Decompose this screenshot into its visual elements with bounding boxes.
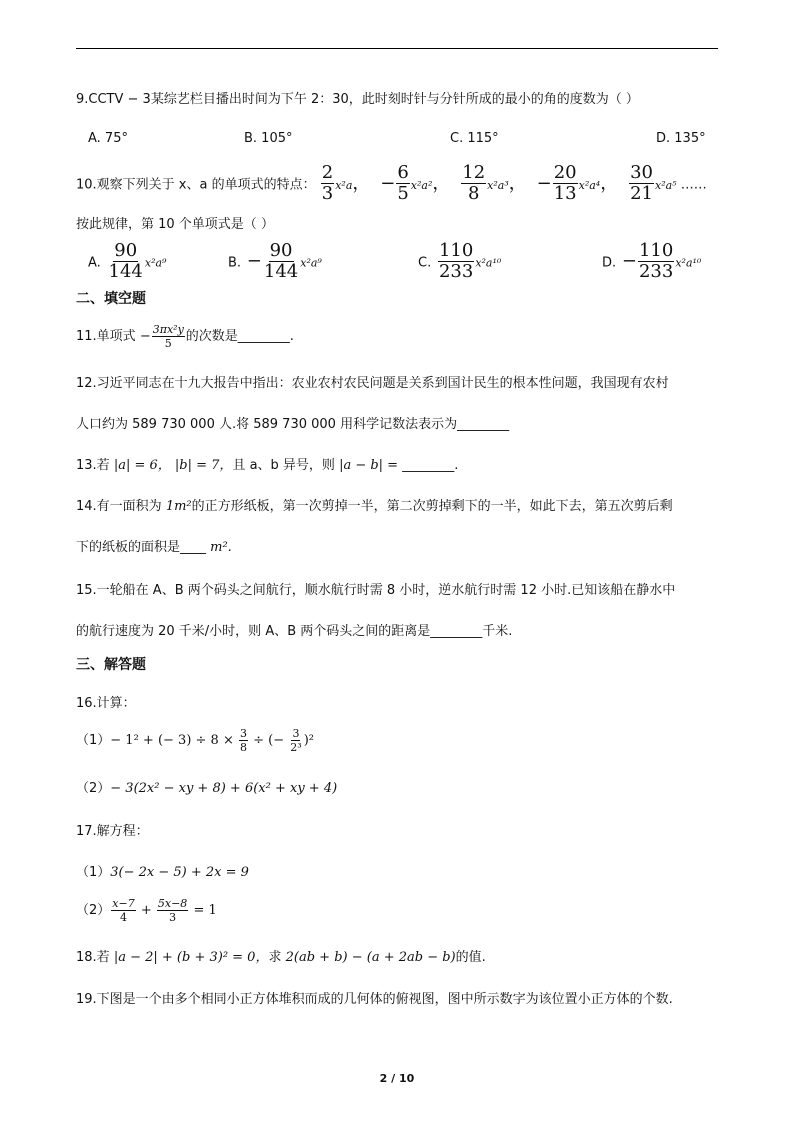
header-rule [76,48,718,49]
q10-line1 [76,164,707,203]
q10-term-1: $\frac{2}{3}$ x²a， [321,162,371,204]
q15-line2: 的航行速度为 20 千米/小时，则 A、B 两个码头之间的距离是________千米. [76,624,513,639]
q11: 11.单项式 − $\frac{\text{3πx²y}}{5}$ 的次数是________. [76,323,294,350]
page-number: 2 / 10 [379,1072,415,1085]
q17-part2: （2） $\frac{x-7}{4}$ + $\frac{5x-8}{3}$ = 1 [76,897,217,924]
q14-line2: 下的纸板的面积是____ m². [76,540,232,555]
q10-term-2: − $\frac{6}{5}$ x²a²， [380,162,451,204]
q10-option-a: A. $\frac{90}{144}$ x²a⁹ [88,240,167,282]
q14-line1: 14.有一面积为 1m²的正方形纸板，第一次剪掉一半，第二次剪掉剩下的一半，如此下去，第五次剪后剩 [76,499,673,514]
q10-ellipsis: …… [680,177,707,193]
section-solve-heading: 三、解答题 [76,657,146,673]
section-fill-in-heading: 二、填空题 [76,291,146,307]
q10-term-3: $\frac{12}{8}$ x²a³， [462,162,527,204]
q15-line1: 15.一轮船在 A、B 两个码头之间航行，顺水航行时需 8 小时，逆水航行时需 12 小时.已知该船在静水中 [76,583,676,598]
q16-part2: （2）− 3(2x² − xy + 8) + 6(x² + xy + 4) [76,781,338,796]
q16-part1: （1）− 1² + (− 3) ÷ 8 × $\frac{3}{8}$ ÷ (− $\frac{3}{\text{2³}}$ )² [76,727,314,754]
q16-title: 16.计算： [76,696,136,711]
q9-option-a: A. 75° [88,131,128,146]
q13: 13.若 |a| = 6， |b| = 7，且 a、b 异号，则 |a − b| = ________. [76,458,459,473]
q9-option-c: C. 115° [450,131,499,146]
q17-title: 17.解方程： [76,824,149,839]
q10-lead: 10.观察下列关于 x、a 的单项式的特点： [76,177,316,193]
q17-part1: （1）3(− 2x − 5) + 2x = 9 [76,865,249,880]
q10-line2: 按此规律，第 10 个单项式是（ ） [76,217,274,232]
q10-term-5: $\frac{30}{21}$ x²a⁵ [630,162,677,204]
q9-option-b: B. 105° [244,131,293,146]
q10-term-4: − $\frac{20}{13}$ x²a⁴， [536,162,619,204]
q12-line1: 12.习近平同志在十九大报告中指出：农业农村农民问题是关系到国计民生的根本性问题，我国现有农村 [76,376,669,391]
q9-option-d: D. 135° [656,131,706,146]
q10-option-c: C. $\frac{110}{233}$ x²a¹⁰ [418,240,502,282]
q18: 18.若 |a − 2| + (b + 3)² = 0，求 2(ab + b) − (a + 2ab − b)的值. [76,950,486,965]
q10-option-d: D. − $\frac{110}{233}$ x²a¹⁰ [602,240,702,282]
q9-stem: 9.CCTV − 3某综艺栏目播出时间为下午 2：30，此时刻时针与分针所成的最小的角的度数为（ ） [76,92,639,107]
q10-option-b: B. − $\frac{90}{144}$ x²a⁹ [228,240,322,282]
q12-line2: 人口约为 589 730 000 人.将 589 730 000 用科学记数法表示为________ [76,417,510,432]
q19: 19.下图是一个由多个相同小正方体堆积而成的几何体的俯视图，图中所示数字为该位置小正方体的个数. [76,992,673,1007]
